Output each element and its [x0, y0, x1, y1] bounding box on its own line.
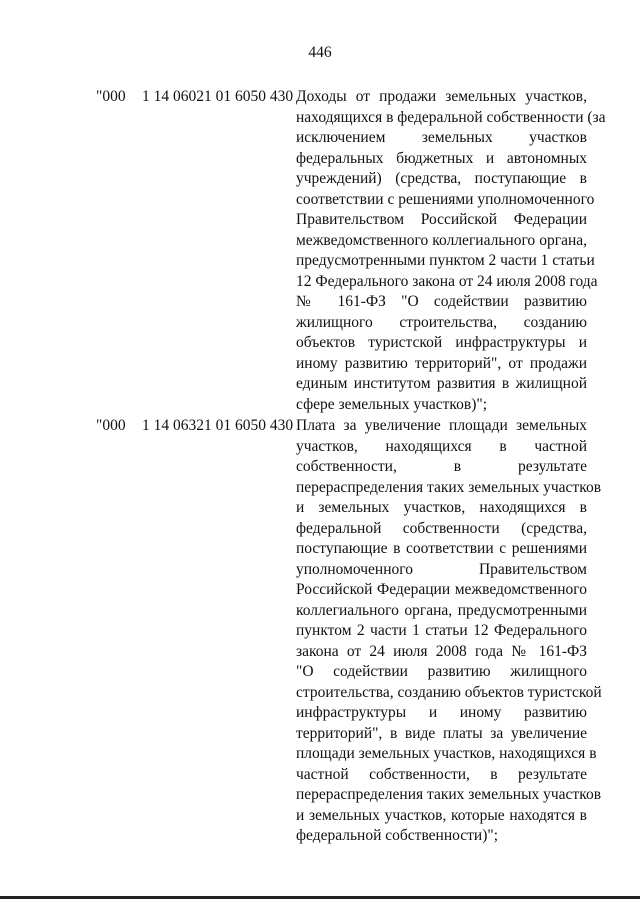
description-line: участков, находящихся в частной: [296, 437, 587, 455]
description-line: собственности, в результате: [296, 458, 587, 475]
description-line: 12 Федерального закона от 24 июля 2008 года: [296, 272, 598, 290]
description-line: инфраструктуры и иному развитию: [296, 704, 587, 721]
description-line: федеральных бюджетных и автономных: [296, 149, 587, 167]
classification-code: 1 14 06021 01 6050 430: [142, 88, 294, 105]
description-line: сфере земельных участков)";: [296, 395, 488, 413]
description-line: и земельных участков, находящихся в: [296, 499, 587, 516]
description-line: Доходы от продажи земельных участков,: [296, 88, 587, 105]
code-prefix: "000: [96, 88, 126, 105]
description-line: соответствии с решениями уполномоченного: [296, 190, 595, 208]
description-line: коллегиального органа, предусмотренными: [296, 601, 587, 619]
description-line: № 161-ФЗ "О содействии развитию: [296, 293, 587, 310]
description-line: частной собственности, в результате: [296, 765, 587, 783]
description-line: учреждений) (средства, поступающие в: [296, 170, 587, 187]
description-line: "О содействии развитию жилищного: [296, 663, 587, 680]
description-line: единым институтом развития в жилищной: [296, 375, 587, 392]
description-line: находящихся в федеральной собственности (за: [296, 108, 606, 126]
description-line: федеральной собственности)";: [296, 827, 499, 844]
description-line: объектов туристской инфраструктуры и: [296, 334, 587, 351]
page-bottom-border: [0, 896, 640, 899]
classification-code: 1 14 06321 01 6050 430: [142, 417, 294, 434]
description-line: иному развитию территорий", от продажи: [296, 354, 587, 372]
entry-description: [296, 87, 606, 415]
code-prefix: "000: [96, 417, 126, 434]
page-number: 446: [308, 44, 332, 61]
description-line: федеральной собственности (средства,: [296, 519, 587, 537]
description-line: Плата за увеличение площади земельных: [296, 417, 587, 434]
description-line: перераспределения таких земельных участков: [296, 478, 602, 496]
description-line: пунктом 2 части 1 статьи 12 Федерального: [296, 622, 587, 639]
description-line: Правительством Российской Федерации: [296, 211, 587, 228]
description-line: межведомственного коллегиального органа,: [296, 231, 587, 249]
description-line: строительства, созданию объектов туристской: [296, 683, 602, 701]
description-line: площади земельных участков, находящихся в: [296, 745, 597, 762]
description-line: территорий", в виде платы за увеличение: [296, 724, 587, 742]
description-line: и земельных участков, которые находятся в: [296, 806, 587, 824]
description-line: жилищного строительства, созданию: [296, 313, 587, 331]
description-line: закона от 24 июля 2008 года № 161-ФЗ: [296, 642, 587, 660]
description-line: Российской Федерации межведомственного: [296, 581, 587, 598]
description-line: уполномоченного Правительством: [296, 560, 587, 578]
entry-description: [296, 416, 602, 847]
description-line: исключением земельных участков: [296, 129, 587, 146]
description-line: предусмотренными пунктом 2 части 1 статьи: [296, 252, 595, 269]
description-line: поступающие в соответствии с решениями: [296, 540, 587, 557]
description-line: перераспределения таких земельных участков: [296, 786, 602, 803]
